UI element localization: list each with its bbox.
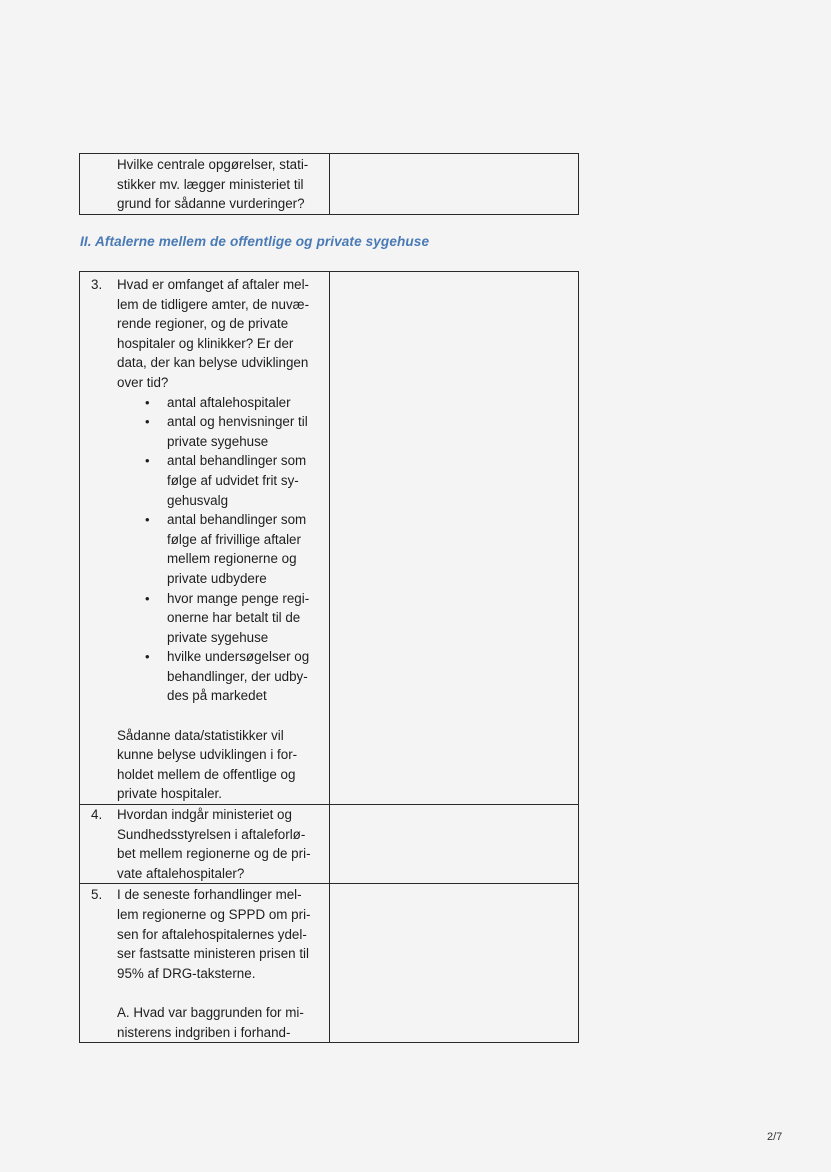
bullet-list (117, 393, 323, 707)
bullet-icon: • (145, 453, 150, 469)
question-line: data, der kan belyse udviklingen (117, 355, 309, 371)
question-cell (80, 884, 330, 1043)
bullet-line: private udbydere (167, 570, 267, 586)
question-line: private hospitaler. (117, 786, 222, 802)
question-line: Hvad er omfanget af aftaler mel- (117, 277, 310, 292)
question-line: kunne belyse udviklingen i for- (117, 747, 298, 763)
bullet-line: des på markedet (167, 688, 267, 704)
question-number: 4. (91, 807, 103, 823)
question-cell (80, 805, 330, 884)
table-row (80, 805, 579, 884)
question-line: bet mellem regionerne og de pri- (117, 846, 311, 862)
bullet-icon: • (145, 512, 150, 528)
bullet-line: onerne har betalt til de (167, 610, 301, 626)
question-line: vate aftalehospitaler? (117, 865, 245, 881)
question-line: lem de tidligere amter, de nuvæ- (117, 296, 310, 312)
section-heading: II. Aftalerne mellem de offentlige og private sygehuse (80, 234, 430, 249)
bullet-icon: • (145, 414, 150, 430)
question-line: nisterens indgriben i forhand- (117, 1024, 291, 1040)
list-item (145, 412, 323, 451)
bullet-line: antal og henvisninger til (167, 414, 308, 430)
question-line: hospitaler og klinikker? Er der (117, 335, 294, 351)
bullet-line: behandlinger, der udby- (167, 668, 308, 684)
bullet-line: hvilke undersøgelser og (167, 649, 310, 665)
question-line: Hvilke centrale opgørelser, stati- (117, 157, 309, 172)
question-line: sen for aftalehospitalernes ydel- (117, 926, 307, 942)
question-line: Sundhedsstyrelsen i aftaleforlø- (117, 826, 306, 842)
question-line: rende regioner, og de private (117, 316, 289, 332)
bullet-line: hvor mange penge regi- (167, 590, 310, 606)
question-line: lem regionerne og SPPD om pri- (117, 907, 311, 922)
question-line: ser fastsatte ministeren prisen til (117, 946, 310, 962)
answer-cell (330, 805, 579, 884)
question-cell (80, 272, 330, 805)
question-number: 3. (91, 277, 103, 292)
answer-cell (330, 154, 579, 215)
bullet-line: private sygehuse (167, 629, 269, 645)
question-number: 5. (91, 887, 103, 903)
question-line: Hvordan indgår ministeriet og (117, 807, 292, 823)
list-item (145, 451, 323, 510)
bullet-icon: • (145, 649, 150, 665)
list-item (145, 647, 323, 706)
bullet-line: gehusvalg (167, 492, 229, 508)
bullet-line: mellem regionerne og (167, 551, 297, 567)
question-cell (80, 154, 330, 215)
answer-cell (330, 272, 579, 805)
page-number: 2/7 (767, 1131, 783, 1143)
question-line: stikker mv. lægger ministeriet til (117, 176, 304, 192)
question-line: 95% af DRG-taksterne. (117, 965, 256, 981)
question-table-top (79, 153, 579, 215)
list-item (145, 393, 323, 413)
question-line: Sådanne data/statistikker vil (117, 727, 284, 743)
list-item (145, 510, 323, 588)
table-row (80, 272, 579, 805)
bullet-line: følge af frivillige aftaler (167, 531, 301, 547)
table-row (80, 154, 579, 215)
question-line: grund for sådanne vurderinger? (117, 196, 305, 212)
bullet-line: følge af udvidet frit sy- (167, 472, 299, 488)
answer-cell (330, 884, 579, 1043)
question-line: I de seneste forhandlinger mel- (117, 887, 302, 903)
bullet-icon: • (145, 590, 150, 606)
bullet-line: antal behandlinger som (167, 453, 307, 469)
bullet-icon: • (145, 394, 150, 410)
question-line: A. Hvad var baggrunden for mi- (117, 1004, 304, 1020)
bullet-line: private sygehuse (167, 433, 269, 449)
list-item (145, 589, 323, 648)
bullet-line: antal aftalehospitaler (167, 394, 291, 410)
bullet-line: antal behandlinger som (167, 512, 307, 528)
question-line: over tid? (117, 374, 169, 390)
question-table-main (79, 271, 579, 1043)
question-line: holdet mellem de offentlige og (117, 766, 296, 782)
table-row (80, 884, 579, 1043)
